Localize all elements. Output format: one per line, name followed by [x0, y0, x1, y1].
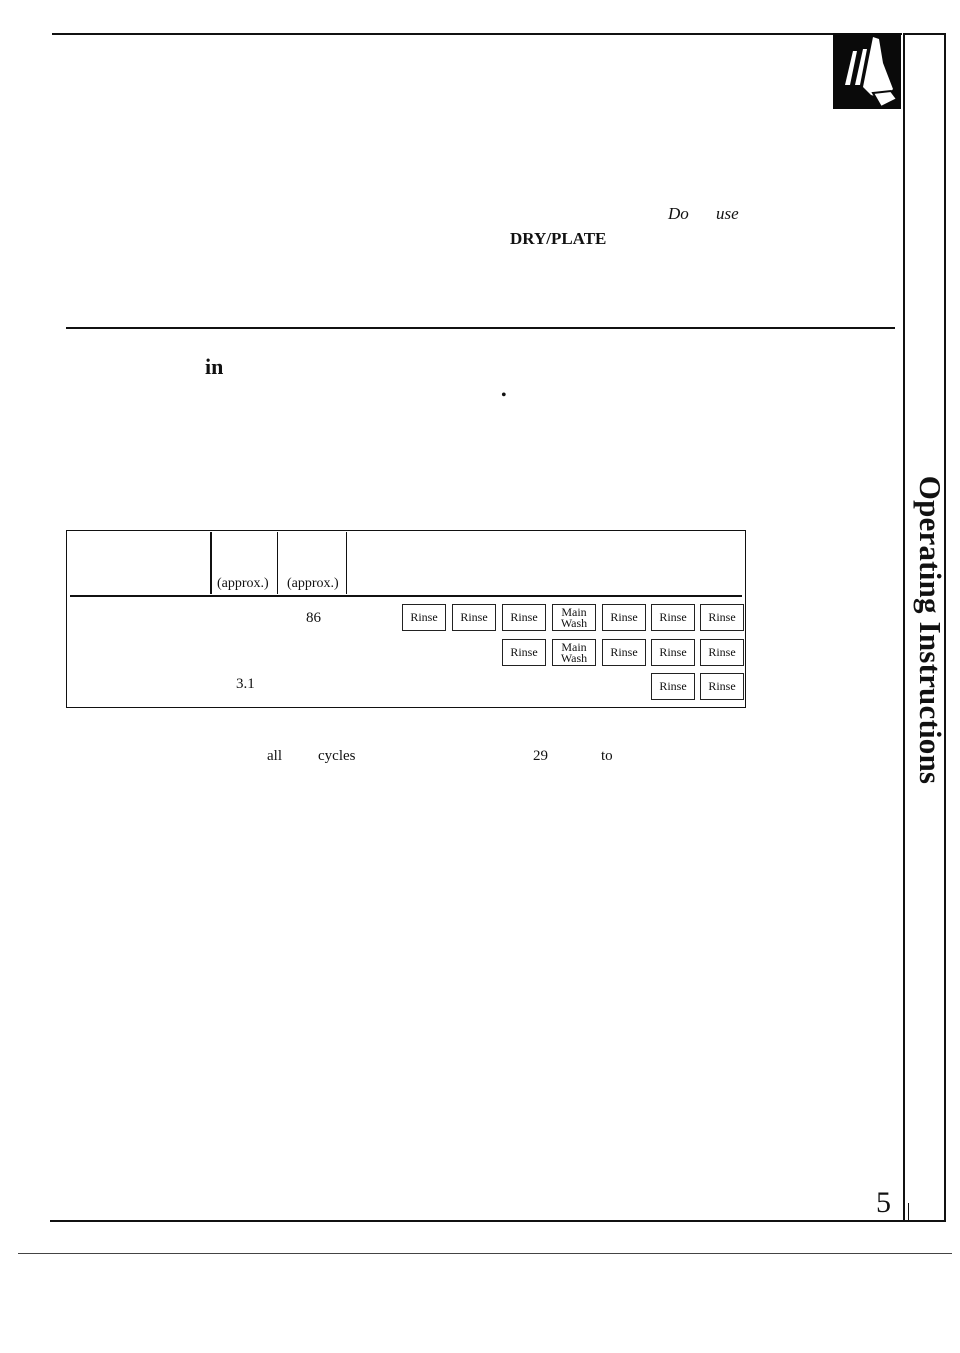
bottom-rule — [50, 1220, 946, 1222]
cycle-step: Rinse — [651, 639, 695, 666]
cycle-step: Rinse — [651, 604, 695, 631]
cycle-step: Rinse — [452, 604, 496, 631]
row3-value: 3.1 — [236, 676, 255, 692]
hand-pointer-icon — [833, 33, 901, 109]
note-use: use — [716, 204, 739, 223]
section-side-title: Operating Instructions — [913, 475, 948, 785]
side-frame-top — [903, 33, 946, 35]
table-header-rule — [70, 595, 742, 597]
row1-value: 86 — [306, 610, 321, 626]
section-bullet: • — [501, 387, 507, 404]
cycle-step: Rinse — [402, 604, 446, 631]
footnote-all: all — [267, 748, 282, 764]
cycle-step: Main Wash — [552, 639, 596, 666]
table-col-divider-3 — [346, 532, 347, 594]
footnote-number: 29 — [533, 748, 548, 764]
table-col-divider-2 — [277, 532, 278, 594]
footnote-cycles: cycles — [318, 748, 356, 764]
cycle-step: Rinse — [602, 604, 646, 631]
page-number-tick — [908, 1203, 909, 1220]
section-heading-fragment: in — [205, 354, 224, 379]
cycle-step: Main Wash — [552, 604, 596, 631]
cycle-step: Rinse — [502, 604, 546, 631]
cycle-step: Rinse — [700, 639, 744, 666]
cycle-step: Rinse — [602, 639, 646, 666]
cycle-step: Rinse — [700, 673, 744, 700]
dry-plate-label: DRY/PLATE — [510, 229, 607, 248]
cycle-step: Rinse — [700, 604, 744, 631]
section-divider — [66, 327, 895, 329]
page-number: 5 — [876, 1186, 891, 1219]
cycle-step: Rinse — [502, 639, 546, 666]
note-do: Do — [668, 204, 689, 223]
col-approx-1: (approx.) — [217, 576, 269, 591]
table-col-divider-1 — [210, 532, 212, 594]
page-bottom-edge — [18, 1253, 952, 1254]
footnote-to: to — [601, 748, 613, 764]
top-rule — [52, 33, 902, 35]
cycle-step: Rinse — [651, 673, 695, 700]
col-approx-2: (approx.) — [287, 576, 339, 591]
